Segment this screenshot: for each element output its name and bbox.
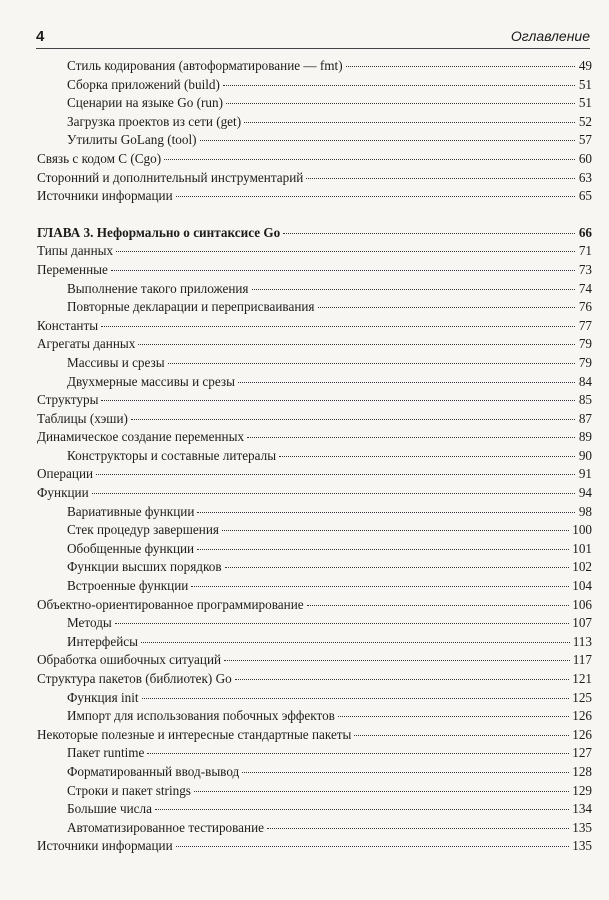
toc-entry-title: Интерфейсы	[67, 633, 138, 649]
dot-leader	[338, 716, 569, 717]
dot-leader	[307, 605, 570, 606]
toc-entry	[37, 559, 592, 578]
toc-entry-title: Встроенные функции	[67, 578, 189, 594]
toc-entry	[37, 58, 592, 77]
toc-entry-page: 90	[578, 447, 592, 463]
toc-entry-page: 129	[572, 782, 592, 798]
toc-entry	[37, 318, 592, 337]
dot-leader	[224, 660, 570, 661]
toc-entry-page: 63	[578, 169, 592, 185]
toc-entry-page: 66	[578, 224, 592, 240]
toc-entry	[37, 355, 592, 374]
toc-entry	[37, 578, 592, 597]
toc-section-2	[37, 243, 592, 857]
toc-entry	[37, 764, 592, 783]
toc-chapter-heading	[37, 225, 592, 244]
toc-entry	[37, 634, 592, 653]
toc-entry-title: Утилиты GoLang (tool)	[67, 132, 197, 148]
toc-entry	[37, 77, 592, 96]
toc-entry	[37, 652, 592, 671]
toc-entry	[37, 336, 592, 355]
toc-entry	[37, 708, 592, 727]
toc-entry	[37, 392, 592, 411]
dot-leader	[147, 753, 569, 754]
toc-entry-title: Импорт для использования побочных эффектов	[67, 708, 335, 724]
toc-entry-title: Динамическое создание переменных	[37, 429, 245, 445]
page-header	[36, 26, 590, 49]
toc-entry-page: 94	[578, 485, 592, 501]
dot-leader	[226, 103, 575, 104]
toc-entry-page: 49	[578, 58, 592, 73]
toc-entry	[37, 690, 592, 709]
toc-entry-title: Переменные	[37, 261, 108, 277]
toc-entry-title: Вариативные функции	[67, 503, 195, 519]
toc-entry	[37, 132, 592, 151]
toc-entry-page: 107	[572, 615, 592, 631]
toc-entry-page: 79	[578, 336, 592, 352]
toc-entry-title: Функции	[37, 485, 89, 501]
dot-leader	[116, 251, 575, 252]
toc-entry-title: Повторные декларации и переприсваивания	[67, 299, 315, 315]
toc-entry-page: 128	[572, 763, 592, 779]
dot-leader	[242, 772, 569, 773]
dot-leader	[168, 363, 575, 364]
toc-entry-title: Форматированный ввод-вывод	[67, 763, 240, 779]
toc-entry-page: 125	[572, 689, 592, 705]
toc-entry-page: 84	[578, 373, 592, 389]
toc-entry	[37, 727, 592, 746]
dot-leader	[176, 846, 570, 847]
toc-entry-page: 102	[572, 559, 592, 575]
toc-entry-title: Агрегаты данных	[37, 336, 136, 352]
toc-entry-page: 98	[578, 503, 592, 519]
toc-entry-title: Структуры	[37, 392, 99, 408]
dot-leader	[138, 344, 575, 345]
toc-entry-page: 65	[578, 188, 592, 204]
dot-leader	[267, 828, 569, 829]
toc-entry-title: Источники информации	[37, 188, 173, 204]
toc-entry-title: ГЛАВА 3. Неформально о синтаксисе Go	[37, 224, 281, 240]
toc-entry	[37, 671, 592, 690]
table-of-contents	[37, 58, 592, 857]
toc-entry-title: Константы	[37, 317, 99, 333]
dot-leader	[197, 549, 569, 550]
dot-leader	[131, 419, 575, 420]
toc-entry	[37, 188, 592, 207]
toc-entry-title: Функция init	[67, 689, 139, 705]
toc-entry	[37, 374, 592, 393]
dot-leader	[252, 289, 576, 290]
toc-entry-page: 89	[578, 429, 592, 445]
toc-entry-page: 77	[578, 317, 592, 333]
toc-entry	[37, 820, 592, 839]
toc-entry-page: 126	[572, 708, 592, 724]
dot-leader	[142, 698, 570, 699]
dot-leader	[92, 493, 575, 494]
toc-entry-title: Некоторые полезные и интересные стандартные пакеты	[37, 726, 352, 742]
dot-leader	[247, 437, 575, 438]
toc-entry	[37, 262, 592, 281]
dot-leader	[225, 567, 570, 568]
toc-entry-page: 127	[572, 745, 592, 761]
toc-entry-page: 101	[572, 540, 592, 556]
toc-entry-page: 104	[572, 578, 592, 594]
toc-entry-title: Пакет runtime	[67, 745, 145, 761]
toc-entry-title: Методы	[67, 615, 112, 631]
toc-entry-page: 87	[578, 410, 592, 426]
toc-entry-page: 74	[578, 280, 592, 296]
toc-entry-page: 135	[572, 819, 592, 835]
toc-entry-page: 51	[578, 76, 592, 92]
toc-entry-title: Обработка ошибочных ситуаций	[37, 652, 222, 668]
toc-entry-title: Большие числа	[67, 801, 152, 817]
dot-leader	[222, 530, 569, 531]
toc-entry	[37, 299, 592, 318]
dot-leader	[235, 679, 570, 680]
dot-leader	[101, 400, 575, 401]
toc-entry-page: 91	[578, 466, 592, 482]
toc-entry-title: Конструкторы и составные литералы	[67, 447, 277, 463]
dot-leader	[194, 791, 569, 792]
toc-entry-title: Стиль кодирования (автоформатирование — fmt)	[67, 58, 343, 73]
toc-entry-title: Массивы и срезы	[67, 354, 165, 370]
toc-entry-title: Функции высших порядков	[67, 559, 222, 575]
dot-leader	[244, 122, 575, 123]
section-gap	[37, 207, 592, 225]
toc-entry-page: 52	[578, 113, 592, 129]
toc-entry-title: Загрузка проектов из сети (get)	[67, 113, 242, 129]
toc-entry-page: 126	[572, 726, 592, 742]
toc-entry	[37, 801, 592, 820]
dot-leader	[197, 512, 575, 513]
toc-entry-page: 106	[572, 596, 592, 612]
toc-entry-page: 117	[572, 652, 592, 668]
toc-entry-title: Двухмерные массивы и срезы	[67, 373, 235, 389]
toc-entry	[37, 151, 592, 170]
dot-leader	[318, 307, 575, 308]
toc-entry	[37, 170, 592, 189]
toc-entry-title: Таблицы (хэши)	[37, 410, 128, 426]
toc-entry-title: Выполнение такого приложения	[67, 280, 249, 296]
toc-entry-page: 79	[578, 354, 592, 370]
toc-entry-title: Стек процедур завершения	[67, 522, 219, 538]
toc-entry	[37, 114, 592, 133]
dot-leader	[115, 623, 569, 624]
toc-entry-title: Связь с кодом С (Cgo)	[37, 150, 162, 166]
toc-entry-title: Сборка приложений (build)	[67, 76, 220, 92]
toc-entry-page: 76	[578, 299, 592, 315]
toc-entry	[37, 429, 592, 448]
toc-entry-page: 85	[578, 392, 592, 408]
dot-leader	[238, 382, 575, 383]
toc-entry-title: Типы данных	[37, 243, 114, 259]
dot-leader	[96, 474, 575, 475]
dot-leader	[306, 178, 575, 179]
toc-entry-page: 135	[572, 838, 592, 854]
toc-entry	[37, 485, 592, 504]
toc-entry	[37, 466, 592, 485]
running-title: Оглавление	[510, 28, 590, 44]
dot-leader	[176, 196, 575, 197]
toc-entry-title: Автоматизированное тестирование	[67, 819, 265, 835]
dot-leader	[279, 456, 575, 457]
dot-leader	[354, 735, 569, 736]
dot-leader	[283, 233, 575, 234]
toc-entry	[37, 838, 592, 857]
dot-leader	[111, 270, 575, 271]
dot-leader	[155, 809, 569, 810]
toc-entry	[37, 504, 592, 523]
toc-entry-title: Строки и пакет strings	[67, 782, 191, 798]
toc-entry-page: 121	[572, 671, 592, 686]
toc-entry-page: 57	[578, 132, 592, 148]
toc-entry-page: 51	[578, 95, 592, 111]
toc-entry-page: 100	[572, 522, 592, 538]
dot-leader	[200, 140, 575, 141]
dot-leader	[164, 159, 575, 160]
toc-entry	[37, 615, 592, 634]
toc-section-1	[37, 58, 592, 207]
toc-entry-page: 71	[578, 243, 592, 259]
toc-entry-title: Источники информации	[37, 838, 173, 854]
toc-entry-title: Сторонний и дополнительный инструментарий	[37, 169, 304, 185]
toc-entry	[37, 281, 592, 300]
toc-entry	[37, 95, 592, 114]
toc-entry-page: 73	[578, 261, 592, 277]
toc-entry	[37, 597, 592, 616]
toc-entry	[37, 522, 592, 541]
toc-entry-title: Обобщенные функции	[67, 540, 195, 556]
toc-entry-page: 60	[578, 150, 592, 166]
page-number: 4	[36, 28, 45, 45]
dot-leader	[101, 326, 575, 327]
toc-entry-title: Объектно-ориентированное программирование	[37, 596, 304, 612]
toc-entry	[37, 745, 592, 764]
toc-entry-title: Структура пакетов (библиотек) Go	[37, 671, 232, 686]
toc-entry-page: 134	[572, 801, 592, 817]
toc-entry-title: Операции	[37, 466, 94, 482]
dot-leader	[191, 586, 569, 587]
toc-entry-page: 113	[572, 633, 592, 649]
toc-entry	[37, 448, 592, 467]
toc-entry	[37, 541, 592, 560]
toc-entry	[37, 243, 592, 262]
toc-entry-title: Сценарии на языке Go (run)	[67, 95, 223, 111]
toc-entry	[37, 783, 592, 802]
dot-leader	[141, 642, 570, 643]
dot-leader	[346, 66, 575, 67]
toc-entry	[37, 411, 592, 430]
dot-leader	[223, 85, 575, 86]
